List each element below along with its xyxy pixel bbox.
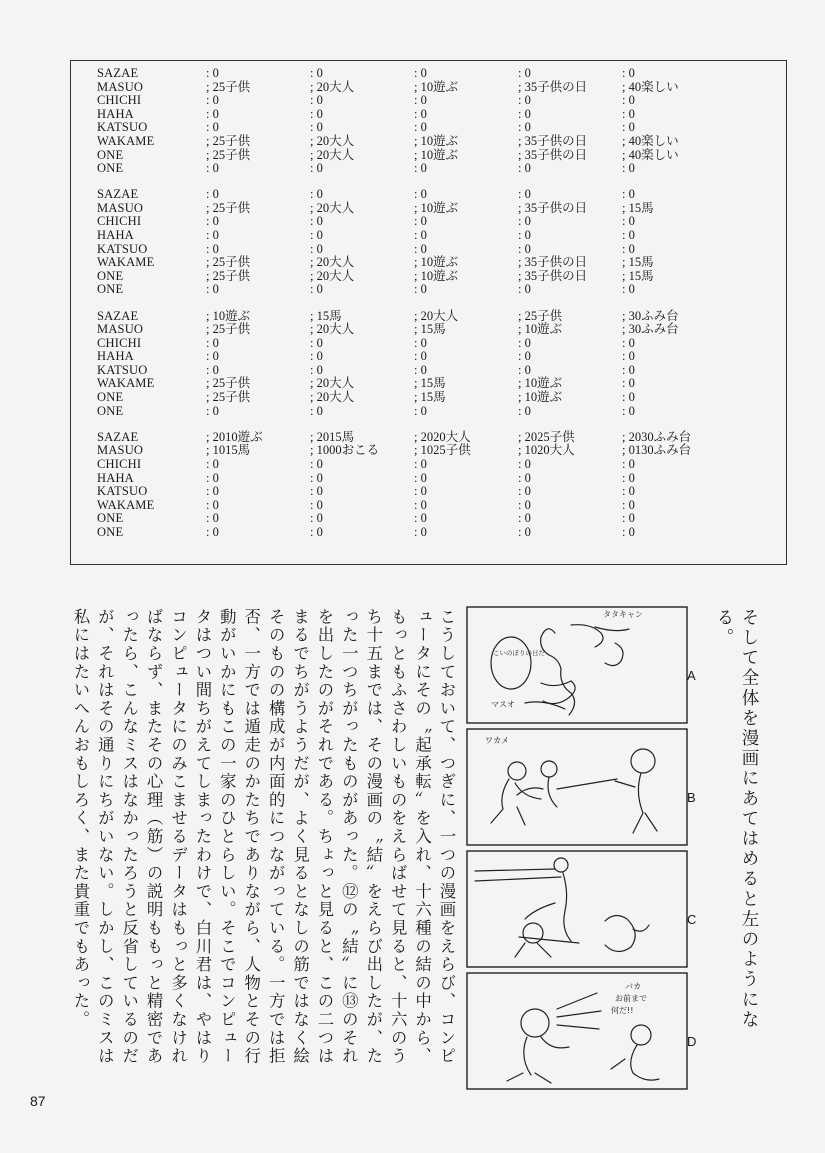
table-cell: : 0 — [414, 120, 427, 135]
table-cell: ; 30ふみ台 — [622, 308, 679, 323]
table-block — [97, 67, 786, 176]
table-row — [97, 377, 786, 391]
table-row — [97, 405, 786, 419]
table-cell: : 0 — [518, 93, 531, 108]
table-row — [97, 67, 786, 81]
table-cell: : 0 — [206, 470, 219, 485]
table-cell: : 0 — [310, 228, 323, 243]
table-cell: : 0 — [206, 106, 219, 121]
table-cell: ; 40楽しい — [622, 133, 679, 148]
table-cell: ; 20大人 — [310, 255, 355, 270]
table-cell: ; 2010遊ぶ — [206, 429, 263, 444]
row-label: HAHA — [97, 349, 134, 364]
comic-speech-d3: 何だ!! — [611, 1006, 634, 1015]
panel-label-a: A — [687, 668, 696, 683]
table-cell: : 0 — [414, 524, 427, 539]
table-row — [97, 337, 786, 351]
table-cell: : 0 — [622, 362, 635, 377]
caption-text: そして全体を漫画にあてはめると左のようになる。 — [714, 608, 759, 1031]
table-cell: ; 35子供の日 — [518, 133, 588, 148]
table-cell: : 0 — [414, 456, 427, 471]
table-cell: ; 25子供 — [206, 200, 251, 215]
row-label: ONE — [97, 282, 124, 297]
table-cell: : 0 — [518, 228, 531, 243]
table-cell: ; 10遊ぶ — [414, 79, 459, 94]
table-cell: : 0 — [622, 403, 635, 418]
table-cell: ; 15馬 — [310, 308, 342, 323]
table-cell: ; 1015馬 — [206, 443, 251, 458]
table-cell: : 0 — [414, 282, 427, 297]
table-cell: ; 40楽しい — [622, 147, 679, 162]
table-cell: : 0 — [518, 511, 531, 526]
table-cell: : 0 — [310, 282, 323, 297]
table-block — [97, 431, 786, 540]
table-cell: : 0 — [622, 524, 635, 539]
row-label: KATSUO — [97, 484, 148, 499]
row-label: KATSUO — [97, 362, 148, 377]
table-cell: ; 40楽しい — [622, 79, 679, 94]
table-row — [97, 512, 786, 526]
table-cell: ; 10遊ぶ — [518, 322, 563, 337]
table-cell: : 0 — [206, 228, 219, 243]
table-cell: ; 15馬 — [622, 268, 654, 283]
comic-panel-d — [467, 973, 687, 1089]
table-row — [97, 526, 786, 540]
table-cell: : 0 — [206, 511, 219, 526]
row-label: ONE — [97, 403, 124, 418]
table-cell: : 0 — [310, 106, 323, 121]
table-cell: : 0 — [310, 187, 323, 202]
panel-label-c: C — [687, 912, 697, 927]
table-cell: : 0 — [414, 241, 427, 256]
table-cell: : 0 — [518, 497, 531, 512]
table-cell: : 0 — [622, 349, 635, 364]
row-label: CHICHI — [97, 335, 142, 350]
table-cell: ; 15馬 — [414, 390, 446, 405]
table-row — [97, 108, 786, 122]
table-cell: : 0 — [518, 282, 531, 297]
table-row — [97, 215, 786, 229]
comic-strip — [465, 603, 713, 1091]
table-cell: : 0 — [206, 66, 219, 80]
table-row — [97, 458, 786, 472]
table-cell: : 0 — [518, 106, 531, 121]
table-cell: : 0 — [518, 470, 531, 485]
table-cell: : 0 — [622, 214, 635, 229]
table-cell: ; 20大人 — [310, 376, 355, 391]
table-cell: : 0 — [518, 524, 531, 539]
table-row — [97, 391, 786, 405]
table-cell: : 0 — [206, 349, 219, 364]
table-cell: ; 35子供の日 — [518, 255, 588, 270]
table-cell: : 0 — [622, 511, 635, 526]
table-cell: ; 20大人 — [310, 133, 355, 148]
table-cell: : 0 — [310, 349, 323, 364]
table-cell: : 0 — [206, 456, 219, 471]
table-cell: : 0 — [310, 511, 323, 526]
row-label: MASUO — [97, 443, 144, 458]
table-cell: ; 25子供 — [206, 133, 251, 148]
table-cell: ; 10遊ぶ — [414, 133, 459, 148]
table-cell: : 0 — [414, 511, 427, 526]
table-cell: : 0 — [206, 93, 219, 108]
page-number: 87 — [30, 1093, 46, 1109]
table-cell: ; 25子供 — [206, 322, 251, 337]
table-cell: : 0 — [414, 335, 427, 350]
table-row — [97, 121, 786, 135]
table-cell: : 0 — [622, 390, 635, 405]
table-cell: ; 35子供の日 — [518, 200, 588, 215]
table-cell: ; 1020大人 — [518, 443, 575, 458]
table-block — [97, 188, 786, 297]
table-row — [97, 188, 786, 202]
row-label: ONE — [97, 268, 124, 283]
row-label: SAZAE — [97, 187, 139, 202]
table-cell: : 0 — [518, 66, 531, 80]
row-label: WAKAME — [97, 376, 155, 391]
table-cell: : 0 — [622, 497, 635, 512]
row-label: ONE — [97, 390, 124, 405]
table-cell: ; 1000おこる — [310, 443, 380, 458]
table-cell: : 0 — [414, 497, 427, 512]
table-cell: : 0 — [414, 93, 427, 108]
table-cell: : 0 — [518, 456, 531, 471]
table-row — [97, 364, 786, 378]
row-label: KATSUO — [97, 241, 148, 256]
table-cell: ; 35子供の日 — [518, 268, 588, 283]
table-row — [97, 229, 786, 243]
row-label: KATSUO — [97, 120, 148, 135]
table-row — [97, 444, 786, 458]
comic-panel-c — [467, 851, 687, 967]
table-cell: : 0 — [310, 161, 323, 176]
table-cell: : 0 — [518, 241, 531, 256]
table-block — [97, 310, 786, 419]
table-cell: : 0 — [414, 214, 427, 229]
table-cell: ; 25子供 — [206, 390, 251, 405]
table-cell: : 0 — [622, 161, 635, 176]
table-cell: : 0 — [310, 497, 323, 512]
table-cell: : 0 — [310, 214, 323, 229]
row-label: SAZAE — [97, 429, 139, 444]
table-cell: : 0 — [414, 187, 427, 202]
table-cell: : 0 — [310, 524, 323, 539]
table-cell: ; 35子供の日 — [518, 147, 588, 162]
table-cell: : 0 — [206, 362, 219, 377]
table-row — [97, 323, 786, 337]
comic-name-wakame: ワカメ — [485, 736, 509, 745]
table-row — [97, 135, 786, 149]
table-cell: : 0 — [414, 66, 427, 80]
row-label: SAZAE — [97, 308, 139, 323]
table-cell: : 0 — [310, 120, 323, 135]
table-cell: : 0 — [206, 241, 219, 256]
table-cell: : 0 — [518, 362, 531, 377]
table-cell: ; 25子供 — [206, 79, 251, 94]
table-cell: : 0 — [206, 120, 219, 135]
table-cell: : 0 — [206, 484, 219, 499]
table-cell: : 0 — [414, 106, 427, 121]
table-cell: : 0 — [206, 161, 219, 176]
table-cell: ; 10遊ぶ — [414, 255, 459, 270]
table-cell: : 0 — [206, 187, 219, 202]
table-cell: ; 25子供 — [206, 268, 251, 283]
table-row — [97, 485, 786, 499]
body-text — [70, 608, 458, 1078]
table-cell: : 0 — [414, 470, 427, 485]
row-label: HAHA — [97, 228, 134, 243]
table-cell: : 0 — [622, 66, 635, 80]
row-label: MASUO — [97, 79, 144, 94]
row-label: HAHA — [97, 106, 134, 121]
table-cell: ; 2030ふみ台 — [622, 429, 692, 444]
table-cell: : 0 — [518, 349, 531, 364]
comic-speech-d1: バカ — [625, 982, 641, 991]
table-cell: : 0 — [310, 456, 323, 471]
table-cell: : 0 — [310, 241, 323, 256]
table-cell: : 0 — [310, 66, 323, 80]
table-row — [97, 472, 786, 486]
table-cell: ; 20大人 — [310, 322, 355, 337]
table-cell: : 0 — [310, 403, 323, 418]
row-label: MASUO — [97, 322, 144, 337]
table-cell: ; 1025子供 — [414, 443, 471, 458]
panel-label-d: D — [687, 1034, 697, 1049]
table-cell: : 0 — [622, 187, 635, 202]
table-row — [97, 310, 786, 324]
table-cell: : 0 — [518, 187, 531, 202]
table-cell: : 0 — [518, 403, 531, 418]
table-cell: : 0 — [206, 403, 219, 418]
table-cell: : 0 — [518, 120, 531, 135]
table-cell: : 0 — [206, 497, 219, 512]
table-row — [97, 270, 786, 284]
table-cell: : 0 — [622, 93, 635, 108]
table-cell: : 0 — [310, 93, 323, 108]
table-cell: ; 25子供 — [206, 255, 251, 270]
table-cell: : 0 — [622, 484, 635, 499]
table-cell: : 0 — [518, 161, 531, 176]
row-label: WAKAME — [97, 497, 155, 512]
table-cell: : 0 — [310, 470, 323, 485]
table-cell: ; 10遊ぶ — [206, 308, 251, 323]
table-row — [97, 162, 786, 176]
table-cell: : 0 — [206, 214, 219, 229]
row-label: CHICHI — [97, 214, 142, 229]
table-cell: ; 10遊ぶ — [518, 376, 563, 391]
table-cell: : 0 — [414, 403, 427, 418]
table-cell: ; 15馬 — [622, 200, 654, 215]
table-cell: ; 20大人 — [414, 308, 459, 323]
table-cell: : 0 — [518, 484, 531, 499]
table-cell: ; 2020大人 — [414, 429, 471, 444]
row-label: ONE — [97, 511, 124, 526]
comic-speech-d2: お前まで — [615, 994, 647, 1003]
table-cell: ; 10遊ぶ — [518, 390, 563, 405]
table-cell: : 0 — [414, 484, 427, 499]
table-cell: ; 20大人 — [310, 390, 355, 405]
row-label: ONE — [97, 524, 124, 539]
table-cell: ; 25子供 — [206, 376, 251, 391]
row-label: CHICHI — [97, 93, 142, 108]
comic-speech-a: こいのぼりの日だ — [493, 649, 545, 657]
table-cell: : 0 — [414, 161, 427, 176]
row-label: WAKAME — [97, 255, 155, 270]
table-cell: : 0 — [622, 376, 635, 391]
table-cell: : 0 — [622, 120, 635, 135]
table-cell: ; 2015馬 — [310, 429, 355, 444]
table-cell: : 0 — [622, 106, 635, 121]
table-cell: ; 10遊ぶ — [414, 147, 459, 162]
table-cell: : 0 — [414, 362, 427, 377]
row-label: MASUO — [97, 200, 144, 215]
table-cell: : 0 — [518, 214, 531, 229]
comic-name-masuo: マスオ — [491, 700, 515, 709]
table-cell: ; 25子供 — [518, 308, 563, 323]
row-label: HAHA — [97, 470, 134, 485]
table-row — [97, 94, 786, 108]
table-cell: : 0 — [622, 335, 635, 350]
table-cell: ; 2025子供 — [518, 429, 575, 444]
table-row — [97, 283, 786, 297]
table-cell: ; 30ふみ台 — [622, 322, 679, 337]
table-cell: ; 20大人 — [310, 147, 355, 162]
table-cell: ; 10遊ぶ — [414, 200, 459, 215]
table-cell: : 0 — [622, 456, 635, 471]
table-cell: ; 15馬 — [622, 255, 654, 270]
table-cell: ; 20大人 — [310, 79, 355, 94]
table-cell: : 0 — [622, 241, 635, 256]
table-cell: : 0 — [622, 470, 635, 485]
table-cell: : 0 — [206, 335, 219, 350]
row-label: CHICHI — [97, 456, 142, 471]
table-cell: : 0 — [518, 335, 531, 350]
table-cell: : 0 — [310, 484, 323, 499]
row-label: ONE — [97, 161, 124, 176]
table-cell: : 0 — [310, 362, 323, 377]
table-cell: ; 35子供の日 — [518, 79, 588, 94]
table-cell: : 0 — [622, 282, 635, 297]
row-label: ONE — [97, 147, 124, 162]
table-cell: : 0 — [622, 228, 635, 243]
table-cell: ; 10遊ぶ — [414, 268, 459, 283]
table-cell: ; 15馬 — [414, 322, 446, 337]
table-cell: ; 25子供 — [206, 147, 251, 162]
row-label: WAKAME — [97, 133, 155, 148]
table-row — [97, 350, 786, 364]
table-cell: : 0 — [414, 228, 427, 243]
row-label: SAZAE — [97, 66, 139, 80]
body-paragraph: こうしておいて、つぎに、一つの漫画をえらび、コンピュータにその〝起承転〟を入れ、十六種の結の中から、もっともふさわしいものをえらばせて見ると、十六のうち十五までは、その漫画の〝結〟をえらび出したが、たった一つちがったものがあった。⑫の〝結〟に⑬のそれを出したのがそれである。ちょっと見ると、この二つはまるでちがうようだが、よく見るとなしの筋ではなく絵そのものの構成が内面的につながっている。一方では拒否、一方では遁走のかたちでありながら、人物とその行動がいかにもこの一家のひとらしい。そこでコンピュータはつい間ちがえてしまったわけで、白川君は、やはりコンピュータにのみこませるデータはもっと多くなければならず、またその心理（筋）の説明ももっと精密であったら、こんなミスはなかったろうと反省しているのだが、それはその通りにちがいない。しかし、このミスは私にはたいへんおもしろく、また貴重でもあった。 — [70, 608, 456, 1066]
table-cell: : 0 — [414, 349, 427, 364]
table-row — [97, 81, 786, 95]
panel-label-b: B — [687, 790, 696, 805]
table-cell: ; 15馬 — [414, 376, 446, 391]
comic-sfx-text: タタキャン — [603, 610, 643, 619]
comic-panel-b — [467, 729, 687, 845]
table-cell: : 0 — [206, 282, 219, 297]
table-cell: : 0 — [310, 335, 323, 350]
table-row — [97, 256, 786, 270]
table-row — [97, 149, 786, 163]
table-cell: ; 20大人 — [310, 200, 355, 215]
table-cell: : 0 — [206, 524, 219, 539]
table-row — [97, 499, 786, 513]
data-table — [70, 60, 787, 565]
table-row — [97, 202, 786, 216]
table-cell: ; 0130ふみ台 — [622, 443, 692, 458]
table-cell: ; 20大人 — [310, 268, 355, 283]
